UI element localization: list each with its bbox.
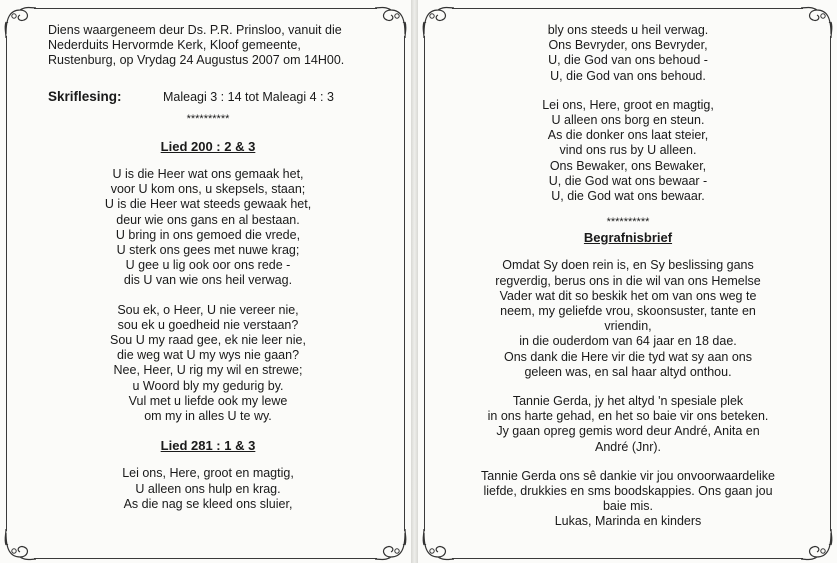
- verse-line: dis U van wie ons heil verwag.: [123, 273, 293, 288]
- letter-line: in ons harte gehad, en het so baie vir ons beteken.: [487, 409, 769, 424]
- letter-line: liefde, drukkies en sms boodskappies. Ons gaan jou: [483, 484, 773, 499]
- letter-title: Begrafnisbrief: [583, 230, 673, 246]
- scripture-reading: [48, 89, 368, 105]
- page-fold: [411, 0, 418, 563]
- letter-line: in die ouderdom van 64 jaar en 18 dae.: [519, 334, 737, 349]
- funeral-letter: [478, 258, 778, 529]
- verse-line: U bring in ons gemoed die vrede,: [115, 227, 301, 242]
- letter-line: Tannie Gerda ons sê dankie vir jou onvoorwaardelike: [481, 468, 775, 483]
- hymn-verse: [478, 23, 778, 84]
- corner-flourish-icon: [801, 4, 835, 38]
- hymn-verse: [48, 303, 368, 425]
- verse-line: U alleen ons hulp en krag.: [135, 481, 281, 496]
- letter-paragraph: [478, 394, 778, 455]
- verse-line: U, die God wat ons bewaar -: [548, 173, 708, 188]
- verse-line: U sterk ons gees met nuwe krag;: [116, 243, 300, 258]
- corner-flourish-icon: [2, 529, 36, 563]
- verse-line: Vul met u liefde ook my lewe: [128, 393, 288, 408]
- letter-line: geleen was, en sal haar altyd onthou.: [524, 364, 732, 379]
- verse-line: As die nag se kleed ons sluier,: [123, 496, 293, 511]
- corner-flourish-icon: [801, 529, 835, 563]
- letter-line: neem, my geliefde vrou, skoonsuster, tante en: [500, 304, 756, 319]
- verse-line: As die donker ons laat steier,: [547, 128, 709, 143]
- letter-signature: Lukas, Marinda en kinders: [554, 514, 702, 529]
- verse-line: deur wie ons gans en al bestaan.: [116, 212, 300, 227]
- hymn-title: Lied 200 : 2 & 3: [160, 138, 256, 154]
- verse-line: U, die God van ons behoud.: [550, 68, 706, 83]
- right-page: [418, 0, 837, 563]
- verse-line: bly ons steeds u heil verwag.: [547, 23, 709, 37]
- letter-line: Ons dank die Here vir die tyd wat sy aan ons: [503, 349, 753, 364]
- verse-line: om my in alles U te wy.: [144, 409, 272, 424]
- letter-paragraph: [478, 258, 778, 380]
- verse-line: U gee u lig ook oor ons rede -: [125, 258, 291, 273]
- letter-paragraph: [478, 469, 778, 530]
- verse-line: sou ek u goedheid nie verstaan?: [117, 317, 299, 332]
- letter-line: regverdig, berus ons in die wil van ons Hemelse: [495, 273, 761, 288]
- verse-line: voor U kom ons, u skepsels, staan;: [110, 182, 306, 197]
- separator-stars: **********: [186, 112, 230, 125]
- letter-line: baie mis.: [602, 499, 654, 514]
- hymn-title: Lied 281 : 1 & 3: [160, 438, 256, 454]
- verse-line: U is die Heer wat steeds gewaak het,: [104, 197, 312, 212]
- verse-line: Lei ons, Here, groot en magtig,: [122, 466, 294, 481]
- corner-flourish-icon: [2, 4, 36, 38]
- letter-line: Vader wat dit so beskik het om van ons weg te: [499, 288, 757, 303]
- verse-line: U alleen ons borg en steun.: [551, 113, 705, 128]
- verse-line: U, die God wat ons bewaar.: [551, 189, 705, 204]
- hymn-verse: [48, 167, 368, 289]
- verse-line: Sou ek, o Heer, U nie vereer nie,: [117, 302, 299, 317]
- verse-line: U, die God van ons behoud -: [548, 53, 708, 68]
- corner-flourish-icon: [375, 4, 409, 38]
- verse-line: u Woord bly my gedurig by.: [132, 378, 284, 393]
- letter-line: Tannie Gerda, jy het altyd 'n spesiale plek: [512, 394, 744, 409]
- corner-flourish-icon: [420, 529, 454, 563]
- corner-flourish-icon: [375, 529, 409, 563]
- verse-line: U is die Heer wat ons gemaak het,: [112, 167, 304, 182]
- scripture-label: Skriflesing:: [48, 88, 122, 104]
- letter-line: Jy gaan opreg gemis word deur André, Anita en: [496, 424, 760, 439]
- hymn-verse: [48, 466, 368, 512]
- verse-line: Lei ons, Here, groot en magtig,: [542, 97, 714, 112]
- separator-stars: **********: [606, 216, 650, 229]
- letter-line: Omdat Sy doen rein is, en Sy beslissing gans: [502, 258, 754, 273]
- verse-line: Ons Bevryder, ons Bevryder,: [548, 38, 708, 53]
- service-intro: Diens waargeneem deur Ds. P.R. Prinsloo, vanuit die Nederduits Hervormde Kerk, Kloof gemeente, Rustenburg, op Vrydag 24 Augustus 2007 om 14H00.: [48, 23, 345, 68]
- scripture-value: Maleagi 3 : 14 tot Maleagi 4 : 3: [163, 89, 334, 104]
- left-page: [0, 0, 411, 563]
- verse-line: vind ons rus by U alleen.: [559, 143, 697, 158]
- hymn-verse: [478, 98, 778, 204]
- letter-line: André (Jnr).: [595, 439, 661, 454]
- corner-flourish-icon: [420, 4, 454, 38]
- verse-line: Nee, Heer, U rig my wil en strewe;: [113, 363, 303, 378]
- letter-line: vriendin,: [604, 319, 652, 334]
- verse-line: die weg wat U my wys nie gaan?: [116, 348, 300, 363]
- verse-line: Ons Bewaker, ons Bewaker,: [549, 158, 707, 173]
- verse-line: Sou U my raad gee, ek nie leer nie,: [110, 333, 306, 348]
